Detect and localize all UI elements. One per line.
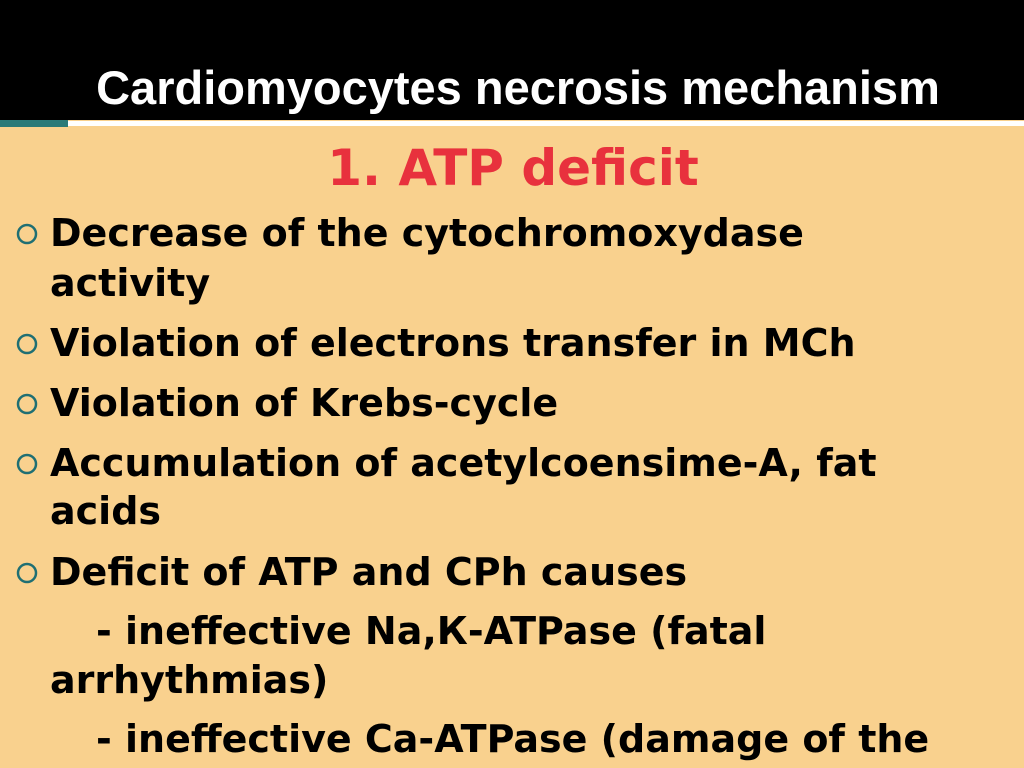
sub-item-1-line-2: arrhythmias) [50, 658, 329, 702]
bullet-4-line-2: acids [50, 489, 162, 533]
bullet-5-line-1: Deficit of ATP and CPh causes [50, 550, 688, 594]
divider-stripe [68, 121, 1024, 126]
hollow-circle-bullet-icon [12, 329, 42, 359]
sub-item-2-line-1: - ineffective Ca-ATPase (damage of the [96, 717, 930, 761]
bullet-3-line-1: Violation of Krebs-cycle [50, 381, 559, 425]
bullet-1-line-1: Decrease of the cytochromoxydase [50, 211, 804, 255]
hollow-circle-bullet-icon [12, 558, 42, 588]
bullet-4-line-1: Accumulation of acetylcoensime-A, fat [50, 441, 877, 485]
hollow-circle-bullet-icon [12, 389, 42, 419]
accent-stripe [0, 120, 68, 127]
bullet-2-line-1: Violation of electrons transfer in MCh [50, 321, 856, 365]
hollow-circle-bullet-icon [12, 219, 42, 249]
hollow-circle-bullet-icon [12, 449, 42, 479]
bullet-1-line-2: activity [50, 261, 211, 305]
sub-item-1-line-1: - ineffective Na,К-ATPase (fatal [96, 609, 767, 653]
slide-title: Cardiomyocytes necrosis mechanism [96, 61, 940, 114]
slide-subtitle: 1. ATP deficit [327, 139, 699, 197]
